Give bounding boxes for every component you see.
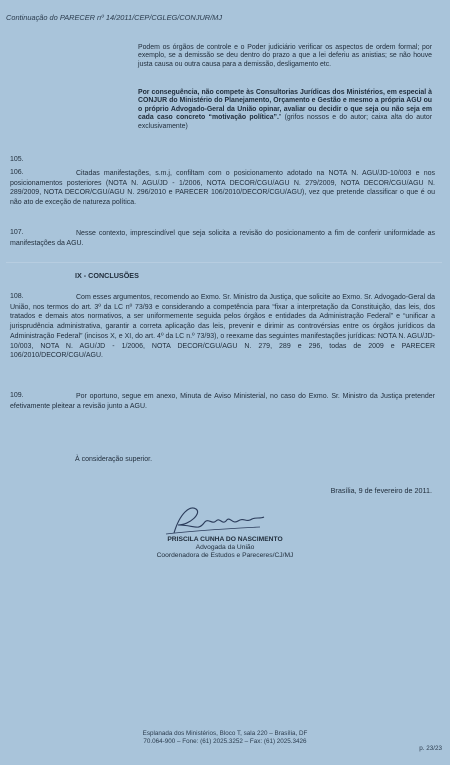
quote-bold-text: Por conseguência, não compete às Consultorias Jurídicas dos Ministérios, em especial à CONJUR do Ministério do Planejamento, Orçamento e Gestão e mesmo a própria AGU ou o próprio Advogado-Geral da União opinar, avaliar ou decidir o que seja ou não seja em cada caso concreto “motivação política”. <box>138 89 432 122</box>
paragraph-108: Com esses argumentos, recomendo ao Exmo. Sr. Ministro da Justiça, que solicite ao Exmo. Sr. Advogado-Geral da União, nos termos do art. 3º da LC nº 73/93 e considerando a competência para “fixar a interpretação da Constituição, das leis, dos tratados e demais atos normativos, a ser uniformemente seguida pelos órgãos e entidades da Administração Federal” e “unificar a jurisprudência administrativa, garantir a correta aplicação das leis, prevenir e dirimir as controvérsias entre os órgãos jurídicos da Administração Federal” (incisos X, e XI, do art. 4º da LC n.º 73/93), o reexame das seguintes manifestações jurídicas: NOTA N. AGU/JD-10/003, NOTA N. AGU/JD - 1/2006, NOTA DECOR/CGU/AGU N. 279, 289 e 296, todas de 2009 e PARECER 106/2010/DECOR/CGU/AGU. <box>10 294 435 360</box>
running-header: Continuação do PARECER nº 14/2011/CEP/CGLEG/CONJUR/MJ <box>6 13 223 22</box>
paragraph-number-106: 106. <box>10 169 24 176</box>
signature-image <box>160 503 270 537</box>
section-title: IX - CONCLUSÕES <box>75 271 139 280</box>
quote-paragraph-1: Podem os órgãos de controle e o Poder judiciário verificar os aspectos de ordem formal; por exemplo, se a demissão se deu dentro do prazo a que a lei deferiu as anistias; se não houve justa causa ou outra causa para a demissão, desligamento etc. <box>138 44 432 68</box>
signer-name: PRISCILA CUNHA DO NASCIMENTO <box>167 536 283 543</box>
paragraph-107: Nesse contexto, imprescindível que seja solicita a revisão do posicionamento a fim de conferir uniformidade as manifestações da AGU. <box>10 230 435 247</box>
paragraph-number-107: 107. <box>10 229 24 236</box>
quote-paragraph-2 <box>138 89 432 131</box>
quote-citation-note: ” (grifos nossos e do autor; caixa alta do autor exclusivamente) <box>138 114 433 130</box>
footer-address: Esplanada dos Ministérios, Bloco T, sala 220 – Brasília, DF <box>142 730 308 737</box>
paragraph-109: Por oportuno, segue em anexo, Minuta de Aviso Ministerial, no caso do Exmo. Sr. Ministro da Justiça pretender efetivamente pleitear a revisão junto a AGU. <box>10 393 435 410</box>
page-footer <box>0 730 450 746</box>
closing-consideration: À consideração superior. <box>75 456 153 463</box>
paragraph-number-109: 109. <box>10 392 24 399</box>
paragraph-number-108: 108. <box>10 293 24 300</box>
signer-position: Coordenadora de Estudos e Pareceres/CJ/MJ <box>156 552 294 560</box>
footer-contact: 70.064-900 – Fone: (61) 2025.3252 – Fax: (61) 2025.3426 <box>143 737 307 745</box>
signer-block <box>145 536 305 561</box>
signing-date: Brasília, 9 de fevereiro de 2011. <box>330 486 432 495</box>
page-number: p. 23/23 <box>419 745 442 752</box>
section-divider <box>6 262 442 263</box>
signer-role: Advogada da União <box>195 544 255 552</box>
paragraph-106: Citadas manifestações, s.m.j, confiltam com o posicionamento adotado na NOTA N. AGU/JD-10/003 e nos posicionamentos posteriores (NOTA N. AGU/JD - 1/2006, NOTA DECOR/CGU/AGU N. 279/2009, NOTA DECOR/CGU/AGU N. 289/2009, NOTA DECOR/CGU/AGU N. 296/2010 e PARECER 106/2010/DECOR/CGU/AGU), vez que pretende classificar o que é ou não ato de exceção de natureza política. <box>10 170 435 207</box>
paragraph-number-105: 105. <box>10 156 24 163</box>
